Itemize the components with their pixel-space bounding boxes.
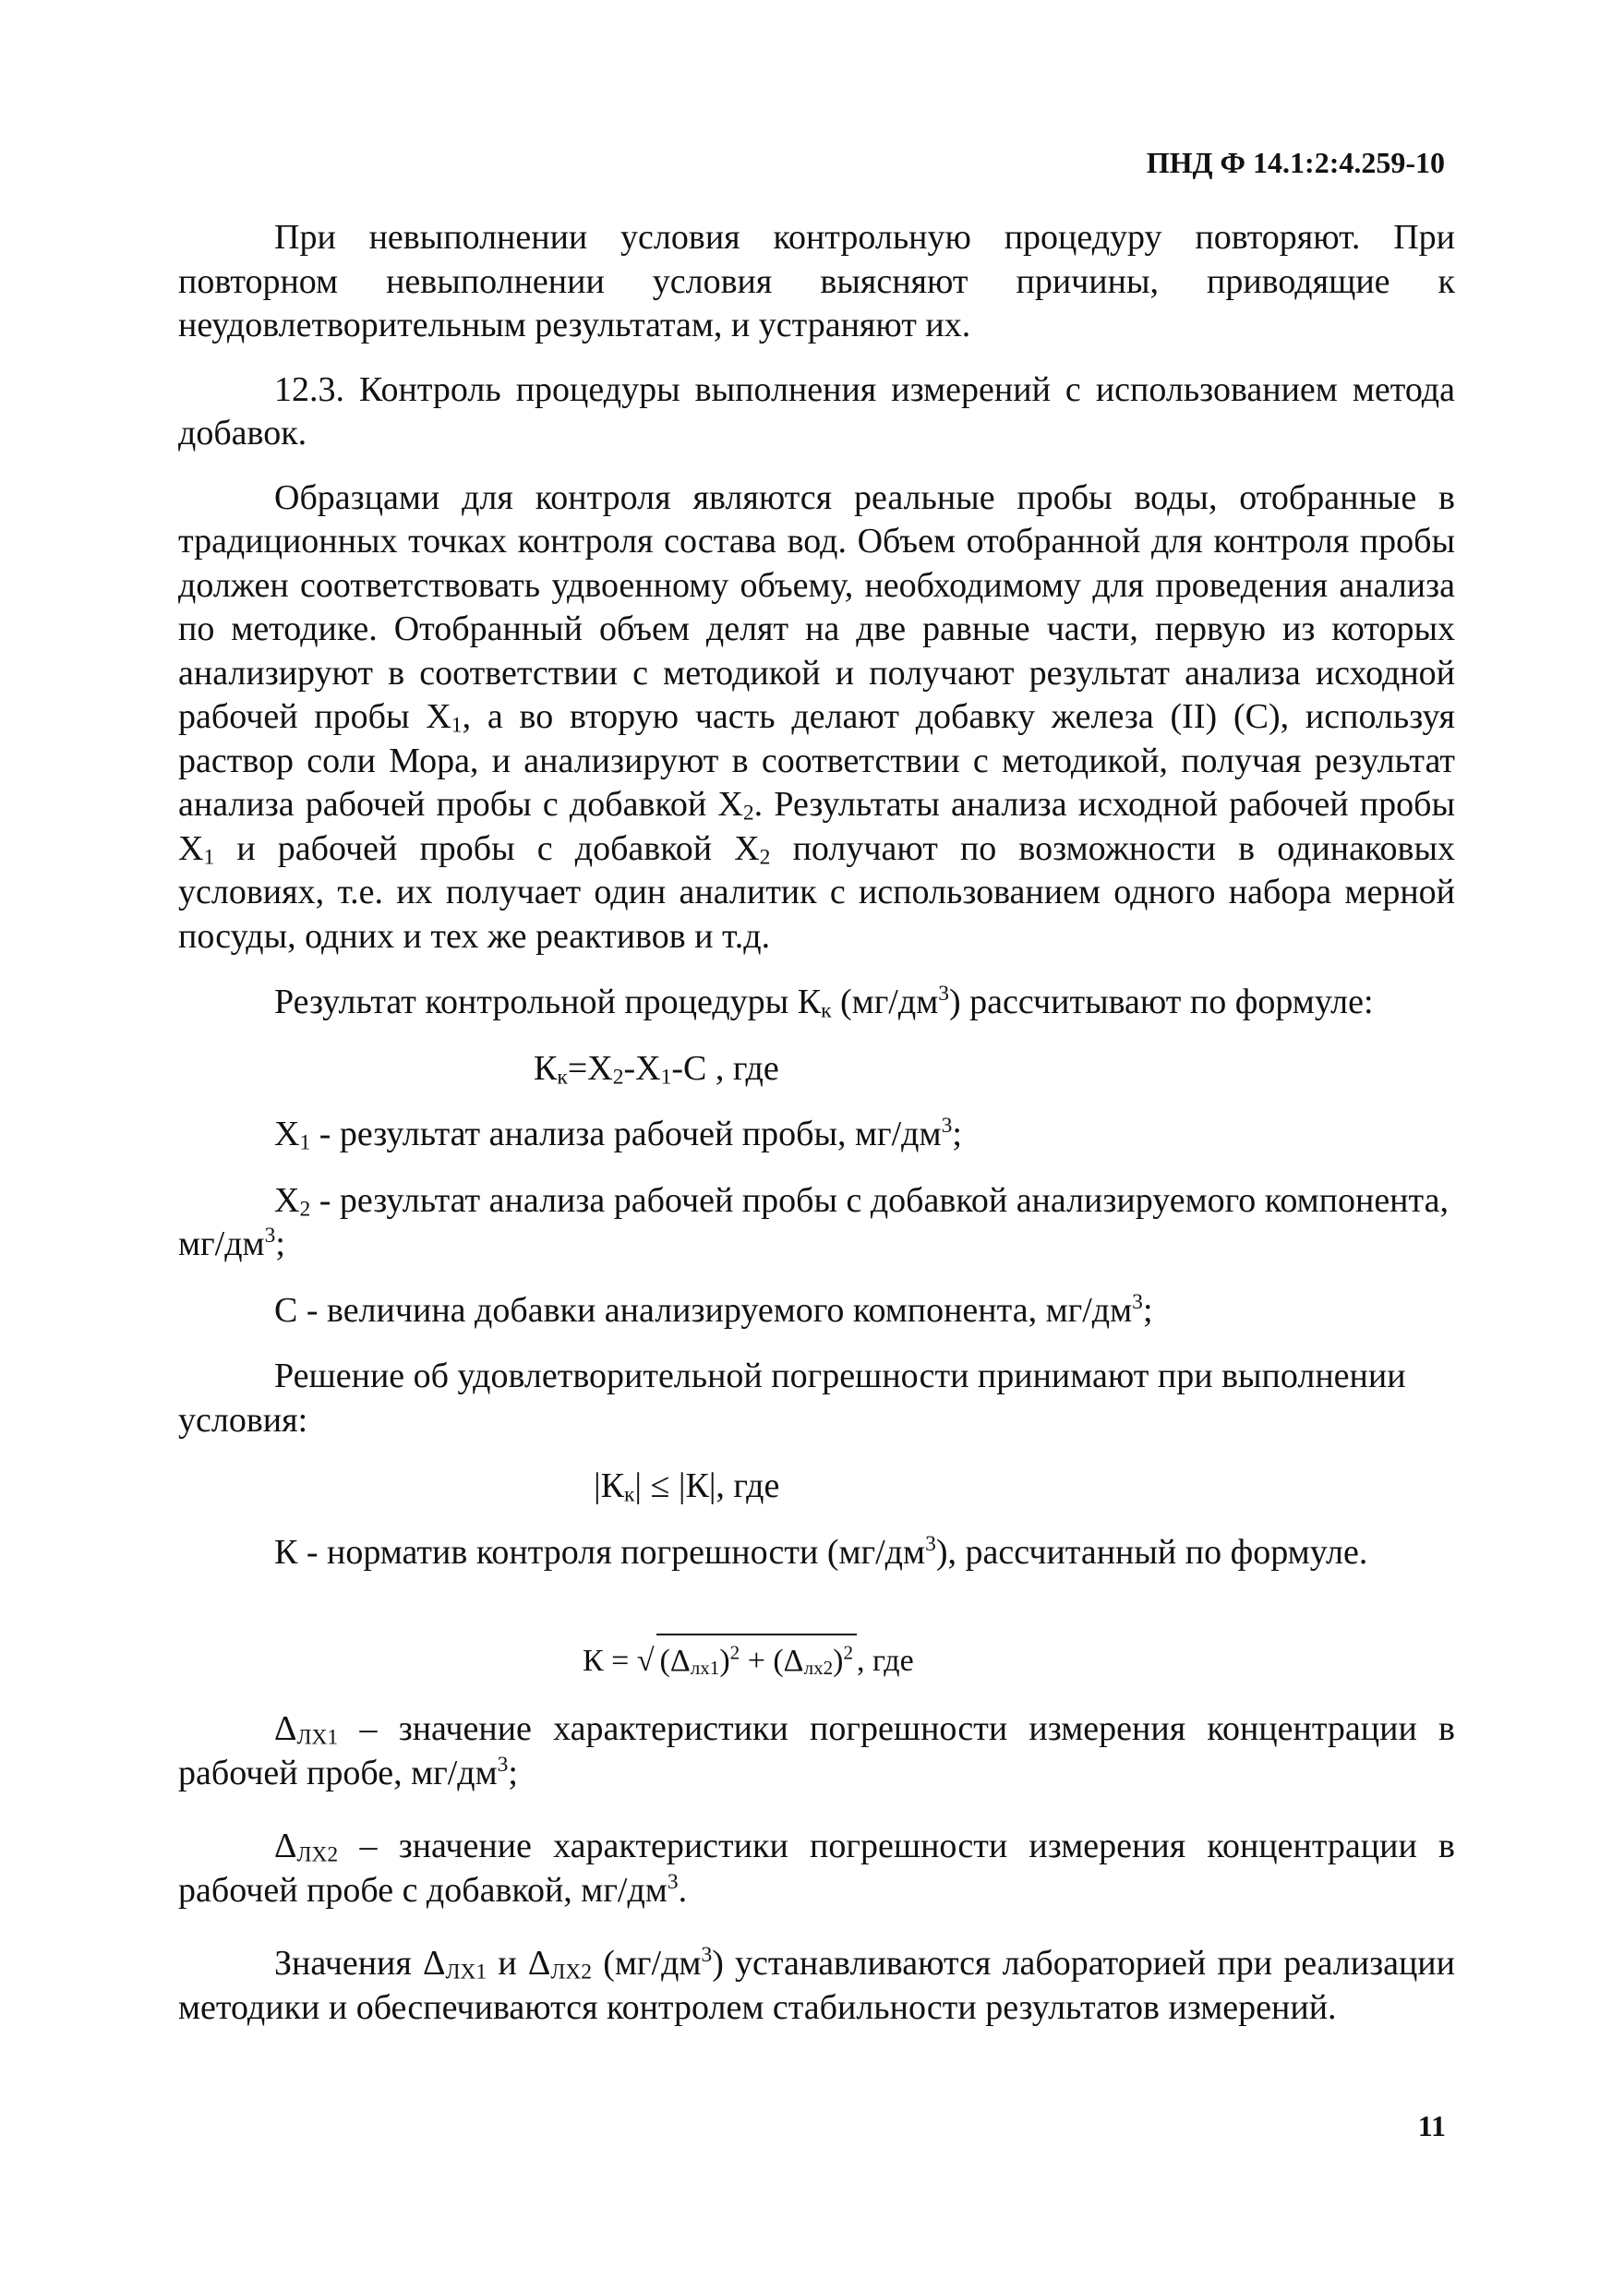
section-12-3-heading: 12.3. Контроль процедуры выполнения измерений с использованием метода добавок. — [178, 369, 1455, 452]
formula-kk: $К_к=X_2-X_1-С$ , где — [534, 1048, 779, 1090]
square-root: $(\Delta_{лх1})^2 + (\Delta_{лх2})^2$ — [656, 1634, 858, 1687]
definition-x1: $X_1$ - результат анализа рабочей пробы, $мг/дм^3$; — [274, 1113, 962, 1155]
definition-c: С - величина добавки анализируемого компонента, $мг/дм^3$; — [274, 1289, 1153, 1330]
paragraph-delta-values: Значения $\Delta_{ЛX1}$ и $\Delta_{ЛX2}$ $(мг/дм^3)$ устанавливаются лабораторией при реализации методики и обеспечиваются контролем стабильности результатов измерений. — [178, 1942, 1455, 2027]
paragraph-decision: Решение об удовлетворительной погрешности принимают при выполнении условия: — [178, 1357, 1406, 1440]
page-number: 11 — [1417, 2109, 1446, 2142]
definition-k: К - норматив контроля погрешности $(мг/дм^3)$, рассчитанный по формуле. — [274, 1531, 1368, 1572]
paragraph-samples: Образцами для контроля являются реальные пробы воды, отобранные в традиционных точках контроля состава вод. Объем отобранной для контроля пробы должен соответствовать удвоенному объему, необходимому для проведения анализа по методике. Отобранный объем делят на две равные части, первую из которых анализируют в соответствии с методикой и получают результат анализа исходной рабочей пробы $X_1$, а во вторую часть делают добавку железа (II) (С), используя раствор соли Мора, и анализируют в соответствии с методикой, получая результат анализа рабочей пробы с добавкой $X_2$. Результаты анализа исходной рабочей пробы $X_1$ и рабочей пробы с добавкой $X_2$ получают по возможности в одинаковых условиях, т.е. их получает один аналитик с использованием одного набора мерной посуды, одних и тех же реактивов и т.д. — [178, 477, 1456, 956]
definition-delta1: $\Delta_{ЛX1}$ – значение характеристики погрешности измерения концентрации в рабочей пробе, $мг/дм^3$; — [178, 1709, 1455, 1792]
paragraph-control-result: Результат контрольной процедуры $К_к$ $(мг/дм^3)$ рассчитывают по формуле: — [274, 981, 1374, 1023]
page-body — [178, 216, 1455, 2030]
formula-k: К = √ $(\Delta_{лх1})^2 + (\Delta_{лх2})^2$ , где — [178, 1634, 1455, 1687]
definition-x2: $X_2$ - результат анализа рабочей пробы с добавкой анализируемого компонента, $мг/дм^3$; — [178, 1180, 1449, 1263]
definition-delta2: $\Delta_{ЛX2}$ – значение характеристики погрешности измерения концентрации в рабочей пробе с добавкой, $мг/дм^3$. — [178, 1827, 1455, 1910]
paragraph-repeat-procedure: При невыполнении условия контрольную процедуру повторяют. При повторном невыполнении условия выясняют причины, приводящие к неудовлетворительным результатам, и устраняют их. — [178, 218, 1455, 344]
document-code: ПНД Ф 14.1:2:4.259-10 — [1146, 146, 1445, 179]
formula-condition: $|К_к| \le |К|$, где — [594, 1466, 780, 1507]
